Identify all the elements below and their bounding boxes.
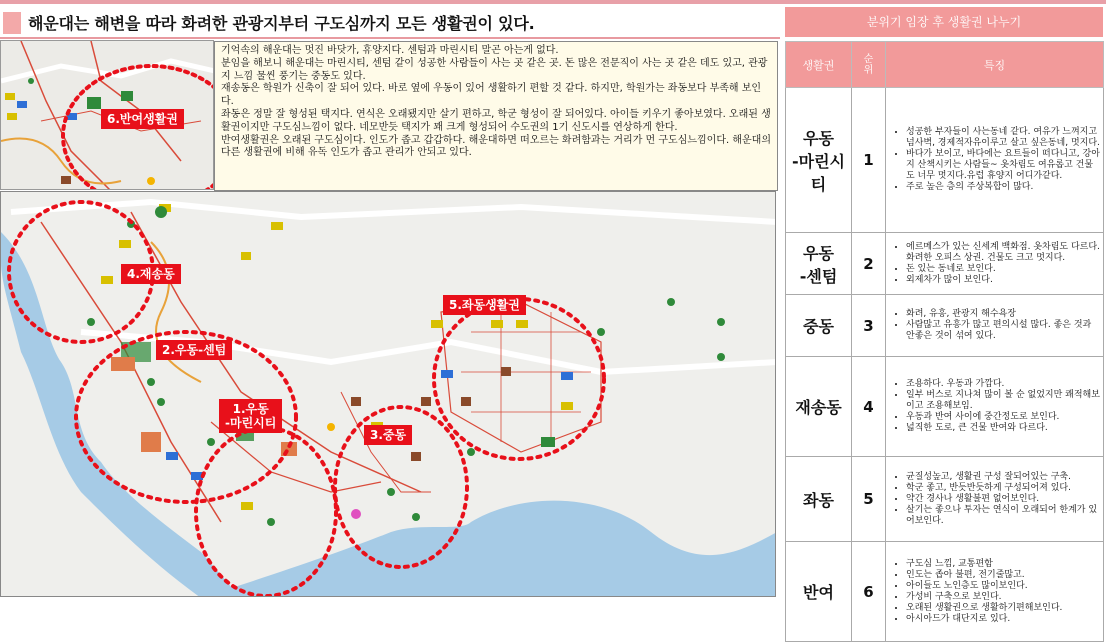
row-features: [886, 233, 1104, 295]
description-line: 반여생활권은 오래된 구도심이다. 인도가 좁고 갑갑하다. 해운대하면 떠오르는 화려함과는 거리가 먼 구도심느낌이다. 해운대의 다른 생활권에 비해 유독 인도가 좁고 관리가 안되고 있다.: [221, 134, 772, 159]
row-area: 중동: [786, 295, 852, 357]
label-udong-centum[interactable]: 2.우동-센텀: [156, 340, 232, 360]
row-rank: 4: [852, 357, 886, 457]
label-banyeo[interactable]: 6.반여생활권: [101, 109, 184, 129]
feature-item: • 바다가 보이고, 바다에는 요트들이 떠다니고, 강아지 산책시키는 사람들~ 옷차림도 여유롭고 건물도 너무 멋지다.유럽 휴양지 어디가같다.: [906, 149, 1101, 182]
row-rank: 5: [852, 457, 886, 542]
feature-item: • 넓직한 도로, 큰 건물 반여와 다르다.: [906, 423, 1101, 434]
table-row: [786, 88, 1104, 233]
feature-item: • 우동과 반여 사이에 중간정도로 보인다.: [906, 412, 1101, 423]
col-feature-header: 특징: [886, 42, 1104, 88]
col-rank-header: 순위: [852, 42, 886, 88]
feature-item: • 일부 버스로 지나쳐 많이 볼 순 없었지만 쾌적해보이고 조용해보임.: [906, 390, 1101, 412]
table-row: [786, 233, 1104, 295]
feature-item: • 약간 경사나 생활불편 없어보인다.: [906, 494, 1101, 505]
feature-item: • 구도심 느낌, 교통편함: [906, 559, 1101, 570]
col-area-header: 생활권: [786, 42, 852, 88]
feature-item: • 아시아드가 대단지로 있다.: [906, 614, 1101, 625]
label-jaesong[interactable]: 4.재송동: [121, 264, 181, 284]
row-rank: 6: [852, 542, 886, 642]
table-row: [786, 542, 1104, 642]
feature-item: • 외제차가 많이 보인다.: [906, 275, 1101, 286]
description-box: [214, 41, 778, 191]
table-row: [786, 295, 1104, 357]
map-banyeo[interactable]: [0, 40, 214, 190]
row-area: 반여: [786, 542, 852, 642]
row-area: 좌동: [786, 457, 852, 542]
row-features: [886, 457, 1104, 542]
title-marker: [3, 12, 21, 34]
row-rank: 1: [852, 88, 886, 233]
page-title: 해운대는 해변을 따라 화려한 관광지부터 구도심까지 모든 생활권이 있다.: [28, 14, 535, 33]
row-area: 재송동: [786, 357, 852, 457]
feature-item: • 인도는 좁아 불편, 전기줄많고.: [906, 570, 1101, 581]
district-table: [785, 41, 1104, 642]
feature-item: • 사람많고 유흥가 많고 편의시설 많다. 좋은 것과 안좋은 것이 섞여 있다.: [906, 320, 1101, 342]
feature-item: • 주로 높은 층의 주상복합이 많다.: [906, 182, 1101, 193]
table-body: [786, 88, 1104, 642]
row-features: [886, 542, 1104, 642]
top-accent-line: [0, 0, 1106, 4]
feature-item: • 균질성높고, 생활권 구성 잘되어있는 구축.: [906, 472, 1101, 483]
feature-item: • 오래된 생활권으로 생활하기편해보인다.: [906, 603, 1101, 614]
map-haeundae-canvas: [1, 192, 776, 597]
feature-item: • 에르메스가 있는 신세계 백화점. 옷차림도 다르다. 화려한 오피스 상권. 건물도 크고 멋지다.: [906, 242, 1101, 264]
row-area: 우동 -센텀: [786, 233, 852, 295]
label-jwadong[interactable]: 5.좌동생활권: [443, 295, 526, 315]
row-features: [886, 357, 1104, 457]
table-header-row: [786, 42, 1104, 88]
feature-item: • 조용하다. 우동과 가깝다.: [906, 379, 1101, 390]
feature-item: • 가성비 구축으로 보인다.: [906, 592, 1101, 603]
table-row: [786, 457, 1104, 542]
label-udong-marine[interactable]: 1.우동 -마린시티: [219, 399, 282, 433]
table-row: [786, 357, 1104, 457]
description-line: 좌동은 정말 잘 형성된 택지다. 연식은 오래됐지만 살기 편하고, 학군 형성이 잘 되어있다. 아이들 키우기 좋아보였다. 오래된 생활권이지만 구도심느낌이 없다. 네모반듯 택지가 꽤 크게 형성되어 수도권의 1기 신도시를 연상하게 한다.: [221, 108, 771, 133]
row-rank: 3: [852, 295, 886, 357]
row-features: [886, 88, 1104, 233]
row-features: [886, 295, 1104, 357]
label-jungdong[interactable]: 3.중동: [364, 425, 412, 445]
feature-item: • 학군 좋고, 반듯반듯하게 구성되어져 있다.: [906, 483, 1101, 494]
feature-item: • 화려, 유흥, 관광지 해수욕장: [906, 309, 1101, 320]
feature-item: • 성공한 부자들이 사는동네 같다. 여유가 느껴지고 넘사벽, 경제적자유이루고 살고 싶은동네, 멋지다.: [906, 127, 1101, 149]
row-rank: 2: [852, 233, 886, 295]
side-header: 분위기 임장 후 생활권 나누기: [785, 7, 1103, 37]
feature-item: • 돈 있는 동네로 보인다.: [906, 264, 1101, 275]
description-line: 기억속의 해운대는 멋진 바닷가, 휴양지다. 센텀과 마린시티 말곤 아는게 없다.: [221, 45, 559, 56]
description-line: 분임을 해보니 해운대는 마린시티, 센텀 같이 성공한 사람들이 사는 곳 같은 곳. 돈 많은 전문직이 사는 곳 같은 데도 있고, 관광지 느낌 물씬 풍기는 중동도 있다.: [221, 57, 768, 82]
title-rule: [0, 37, 780, 39]
map-haeundae[interactable]: [0, 191, 776, 597]
feature-item: • 살기는 좋으나 투자는 연식이 오래되어 한계가 있어보인다.: [906, 505, 1101, 527]
feature-item: • 아이들도 노인층도 많이보인다.: [906, 581, 1101, 592]
row-area: 우동 -마린시티: [786, 88, 852, 233]
description-line: 재송동은 학원가 신축이 잘 되어 있다. 바로 옆에 우동이 있어 생활하기 편할 것 같다. 하지만, 학원가는 좌동보다 부족해 보인다.: [221, 83, 762, 108]
